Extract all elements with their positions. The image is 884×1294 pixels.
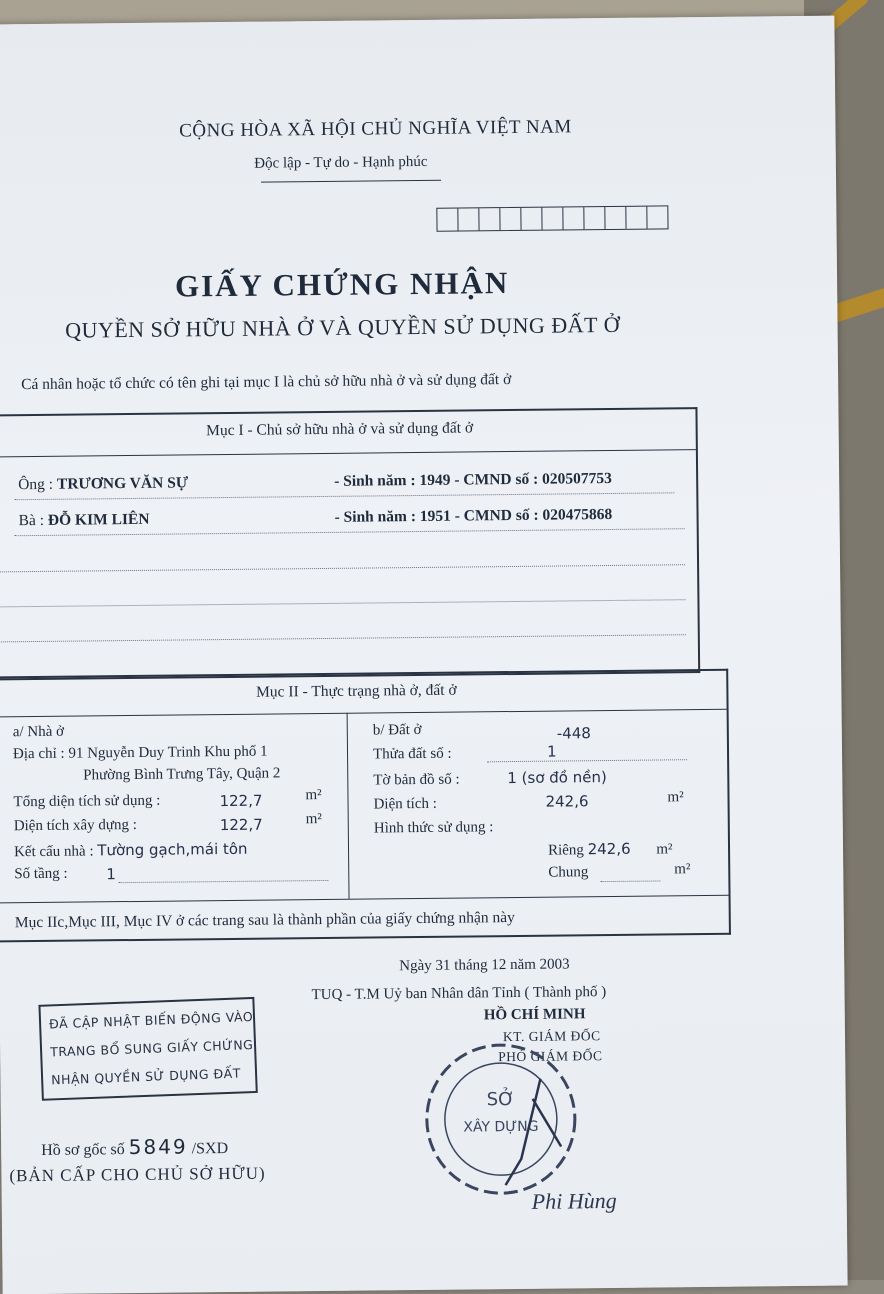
stamp-line: NHẬN QUYỀN SỬ DỤNG ĐẤT <box>50 1065 242 1088</box>
column-divider <box>347 713 350 899</box>
owner-row <box>18 511 149 530</box>
dotted-line <box>487 759 687 762</box>
section-property <box>0 669 731 943</box>
nation-header: CỘNG HÒA XÃ HỘI CHỦ NGHĨA VIỆT NAM <box>179 116 572 142</box>
certificate-subtitle: QUYỀN SỞ HỮU NHÀ Ở VÀ QUYỀN SỬ DỤNG ĐẤT Ở <box>64 311 621 343</box>
certificate-title: GIẤY CHỨNG NHẬN <box>174 265 510 304</box>
vice-director-title: PHÓ GIÁM ĐỐC <box>498 1048 603 1065</box>
footnote: Mục IIc,Mục III, Mục IV ở các trang sau là thành phần của giấy chứng nhận này <box>14 909 515 932</box>
dotted-line <box>118 880 328 883</box>
total-area-label: Tổng diện tích sử dụng : <box>13 792 161 811</box>
motto: Độc lập - Tự do - Hạnh phúc <box>254 153 428 172</box>
dotted-line <box>15 528 685 536</box>
official-seal <box>420 1038 582 1200</box>
dotted-line <box>0 564 685 572</box>
house-address-line2: Phường Bình Trưng Tây, Quận 2 <box>83 765 281 784</box>
section-property-footer-line <box>0 895 729 904</box>
house-address <box>13 744 268 764</box>
owner-name: ĐỖ KIM LIÊN <box>47 510 150 529</box>
house-label: a/ Nhà ở <box>12 723 65 741</box>
private-value: 242,6 <box>587 839 631 859</box>
deputy-title: KT. GIÁM ĐỐC <box>502 1028 601 1045</box>
owner-prefix: Ông : <box>18 475 58 494</box>
land-area-label: Diện tích : <box>373 795 437 813</box>
motto-underline <box>261 180 441 183</box>
intro-text: Cá nhân hoặc tổ chức có tên ghi tại mục I là chủ sở hữu nhà ở và sử dụng đất ở <box>21 371 512 394</box>
dotted-line <box>600 880 660 882</box>
map-label: Tờ bản đồ số : <box>373 771 460 789</box>
seal-text: SỞ <box>486 1089 515 1111</box>
dotted-line <box>14 492 674 500</box>
house-address-label: Địa chỉ : <box>12 745 69 763</box>
dossier-suffix: /SXD <box>187 1140 229 1158</box>
private-label: Riêng <box>547 842 584 859</box>
update-stamp <box>38 997 257 1101</box>
area-unit: m² <box>667 789 684 806</box>
dossier-number <box>41 1134 228 1160</box>
shared-label: Chung <box>548 864 589 881</box>
section-property-heading: Mục II - Thực trạng nhà ở, đất ở <box>256 681 457 701</box>
dossier-label: Hồ sơ gốc số <box>41 1141 129 1159</box>
area-unit: m² <box>305 787 322 804</box>
serial-number-boxes <box>436 205 668 231</box>
area-unit: m² <box>674 861 691 878</box>
authority-city: HỒ CHÍ MINH <box>483 1006 586 1024</box>
area-unit: m² <box>656 841 673 858</box>
owner-prefix: Bà : <box>18 511 48 530</box>
dotted-line <box>0 599 685 607</box>
stamp-line: TRANG BỔ SUNG GIẤY CHỨNG <box>49 1037 254 1060</box>
area-unit: m² <box>305 811 322 828</box>
floors-value: 1 <box>106 865 116 884</box>
signer-name: Phi Hùng <box>531 1187 617 1214</box>
usage-label: Hình thức sử dụng : <box>373 819 494 837</box>
stamp-line: ĐÃ CẬP NHẬT BIẾN ĐỘNG VÀO <box>48 1008 254 1032</box>
private-row <box>548 839 673 859</box>
parcel-value: 1 <box>546 742 557 761</box>
land-area-value: 242,6 <box>545 792 589 811</box>
structure-value: Tường gạch,mái tôn <box>97 839 248 860</box>
section-owners-heading: Mục I - Chủ sở hữu nhà ở và sử dụng đất ở <box>206 419 474 440</box>
issuing-authority: TUQ - T.M Uỷ ban Nhân dân Tỉnh ( Thành phố ) <box>311 984 607 1004</box>
floors-label: Số tầng : <box>14 865 68 883</box>
dotted-line <box>0 634 686 642</box>
total-area-value: 122,7 <box>219 791 263 811</box>
parcel-note: -448 <box>556 724 591 743</box>
owner-info: - Sinh năm : 1951 - CMND số : 020475868 <box>334 505 613 526</box>
structure-label: Kết cấu nhà : <box>13 843 98 861</box>
dossier-value: 5849 <box>128 1134 188 1160</box>
owner-name: TRƯƠNG VĂN SỰ <box>56 474 189 493</box>
certificate-paper <box>0 16 848 1294</box>
map-value: 1 (sơ đồ nền) <box>507 768 607 788</box>
parcel-label: Thửa đất số : <box>372 745 452 763</box>
seal-text: XÂY DỰNG <box>463 1118 539 1136</box>
house-address-line1: 91 Nguyễn Duy Trinh Khu phố 1 <box>68 743 268 762</box>
structure-row <box>14 840 248 861</box>
build-area-value: 122,7 <box>219 815 263 835</box>
copy-note: (BẢN CẤP CHO CHỦ SỞ HỮU) <box>9 1163 266 1186</box>
owner-row <box>18 474 188 494</box>
issue-date: Ngày 31 tháng 12 năm 2003 <box>399 956 570 975</box>
build-area-label: Diện tích xây dựng : <box>13 816 137 835</box>
section-owners-header <box>0 409 696 457</box>
section-property-header <box>0 671 727 718</box>
section-owners <box>0 407 700 680</box>
land-label: b/ Đất ở <box>372 721 422 739</box>
owner-info: - Sinh năm : 1949 - CMND số : 020507753 <box>334 469 612 490</box>
